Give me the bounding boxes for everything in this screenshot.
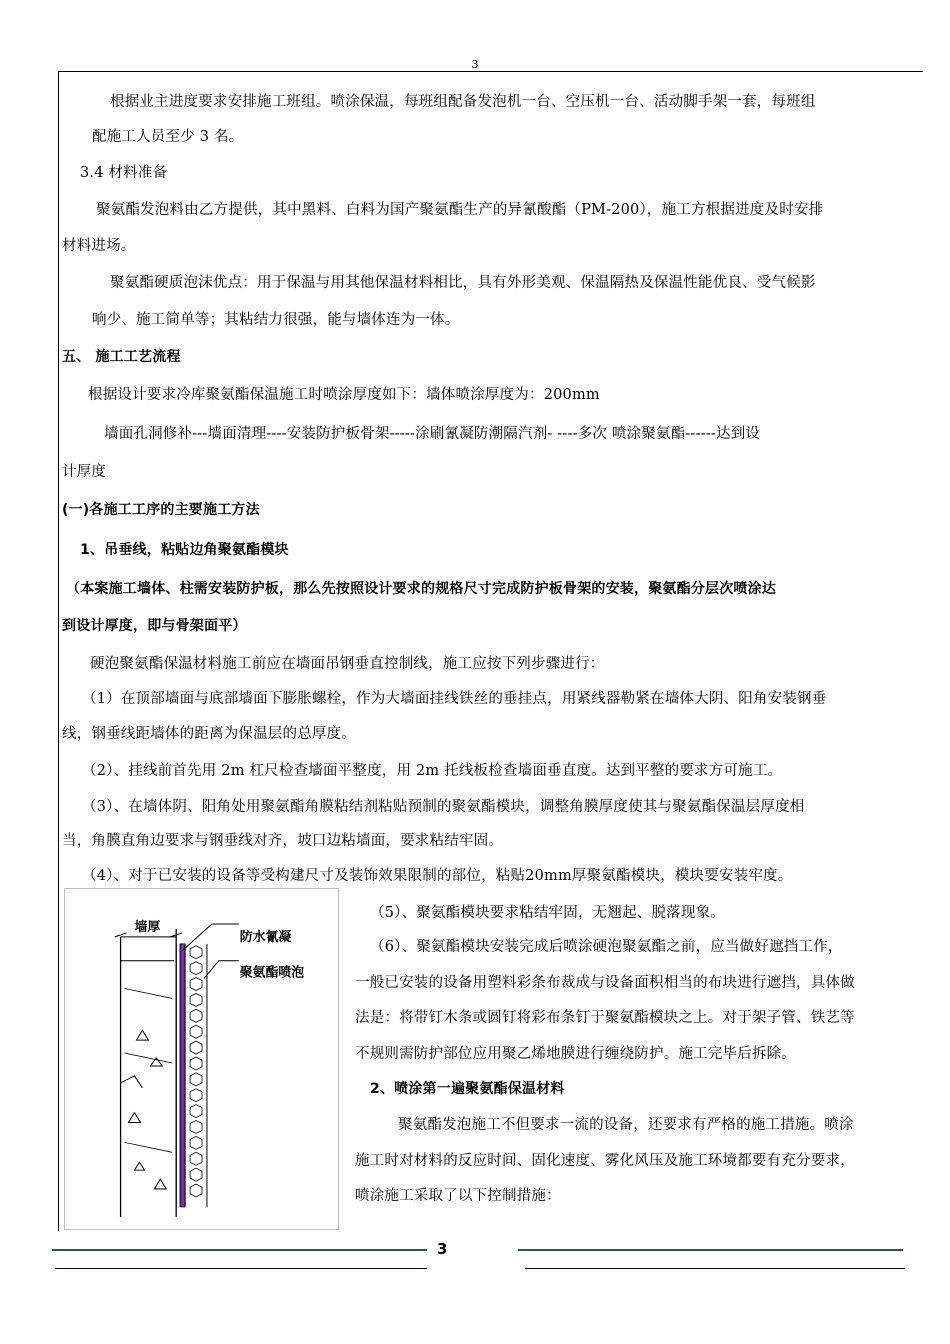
note-line: 到设计厚度，即与骨架面平） [62, 618, 247, 634]
paragraph-line: 根据设计要求冷库聚氨酯保温施工时喷涂厚度如下：墙体喷涂厚度为：200mm [88, 387, 600, 403]
section-heading-3-4: 3.4 材料准备 [80, 165, 168, 181]
foam-label: 聚氨酯喷泡 [239, 965, 305, 981]
section-heading-5: 五、 施工工艺流程 [62, 349, 181, 365]
header-page-number: 3 [471, 58, 479, 71]
paragraph-line: 根据业主进度要求安排施工班组。喷涂保温，每班组配备发泡机一台、空压机一台、活动脚手架一套，每班组 [110, 94, 816, 110]
note-line: （本案施工墙体、柱需安装防护板，那么先按照设计要求的规格尺寸完成防护板骨架的安装，聚氨酯分层次喷涂达 [66, 581, 776, 597]
frame-left-border [58, 71, 59, 1231]
paragraph-line: （1）在顶部墙面与底部墙面下膨胀螺栓，作为大墙面挂线铁丝的垂挂点，用紧线器勒紧在墙体大阴、阳角安装钢垂 [82, 691, 827, 707]
footer-page-number: 3 [437, 1240, 448, 1258]
paragraph-line: 一般已安装的设备用塑料彩条布裁成与设备面积相当的布块进行遮挡，具体做 [355, 975, 855, 991]
paragraph-line: （2）、挂线前首先用 2m 杠尺检查墙面平整度，用 2m 托线板检查墙面垂直度。达到平整的要求方可施工。 [82, 763, 783, 779]
frame-top-border [58, 71, 923, 72]
footer-rule-left-blue [52, 1249, 427, 1251]
paragraph-line: 聚氨酯发泡施工不但要求一流的设备，还要求有严格的施工措施。喷涂 [398, 1117, 854, 1133]
subsection-heading: (一)各施工工序的主要施工方法 [62, 502, 260, 518]
paragraph-line: （6）、聚氨酯模块安装完成后喷涂硬泡聚氨酯之前，应当做好遮挡工作， [370, 939, 843, 955]
paragraph-line: 线，钢垂线距墙体的距离为保温层的总厚度。 [62, 726, 356, 742]
paragraph-line: （4）、对于已安装的设备等受构建尺寸及装饰效果限制的部位，粘贴20mm厚聚氨酯模块，模块要安装牢度。 [82, 868, 793, 884]
paragraph-line: （3）、在墙体阴、阳角处用聚氨酯角膜粘结剂粘贴预制的聚氨酯模块，调整角膜厚度使其与聚氨酯保温层厚度相 [82, 799, 805, 815]
footer-rule-right-blue [518, 1249, 903, 1251]
paragraph-line: 材料进场。 [62, 238, 136, 254]
footer-rule-right [525, 1268, 905, 1269]
paragraph-line: 当，角膜直角边要求与钢垂线对齐，坡口边粘墙面，要求粘结牢固。 [62, 833, 503, 849]
paragraph-line: 响少、施工简单等；其粘结力很强，能与墙体连为一体。 [92, 312, 460, 328]
paragraph-line: 硬泡聚氨酯保温材料施工前应在墙面吊钢垂直控制线，施工应按下列步骤进行： [90, 656, 605, 672]
process-flow-line: 墙面孔洞修补---墙面清理----安装防护板骨架-----涂刷氰凝防潮隔汽剂- ----多次 喷涂聚氨酯------达到设 [104, 426, 761, 442]
wall-thickness-label: 墙厚 [134, 919, 161, 935]
wall-section-drawing [65, 889, 338, 1229]
paragraph-line: 施工时对材料的反应时间、固化速度、雾化风压及施工环境都要有充分要求， [355, 1153, 855, 1169]
wall-section-figure [64, 888, 339, 1230]
paragraph-line: 聚氨酯硬质泡沫优点：用于保温与用其他保温材料相比，具有外形美观、保温隔热及保温性能优良、受气候影 [110, 275, 816, 291]
paragraph-line: 不规则需防护部位应用聚乙烯地膜进行缠绕防护。施工完毕后拆除。 [355, 1046, 796, 1062]
paragraph-line: （5）、聚氨酯模块要求粘结牢固，无翘起、脱落现象。 [370, 905, 725, 921]
paragraph-line: 聚氨酯发泡料由乙方提供，其中黑料、白料为国产聚氨酯生产的异氰酸酯（PM-200），施工方根据进度及时安排 [96, 202, 824, 218]
footer-rule-left [55, 1268, 427, 1269]
paragraph-line: 法是：将带钉木条或圆钉将彩布条钉于聚氨酯模块之上。对于架子管、铁艺等 [355, 1010, 855, 1026]
process-flow-line: 计厚度 [62, 464, 107, 480]
step-heading-2: 2、喷涂第一遍聚氨酯保温材料 [370, 1081, 565, 1097]
step-heading-1: 1、吊垂线，粘贴边角聚氨酯模块 [80, 542, 289, 558]
waterproof-label: 防水氰凝 [239, 929, 292, 945]
paragraph-line: 喷涂施工采取了以下控制措施： [355, 1188, 561, 1204]
paragraph-line: 配施工人员至少 3 名。 [92, 129, 244, 145]
